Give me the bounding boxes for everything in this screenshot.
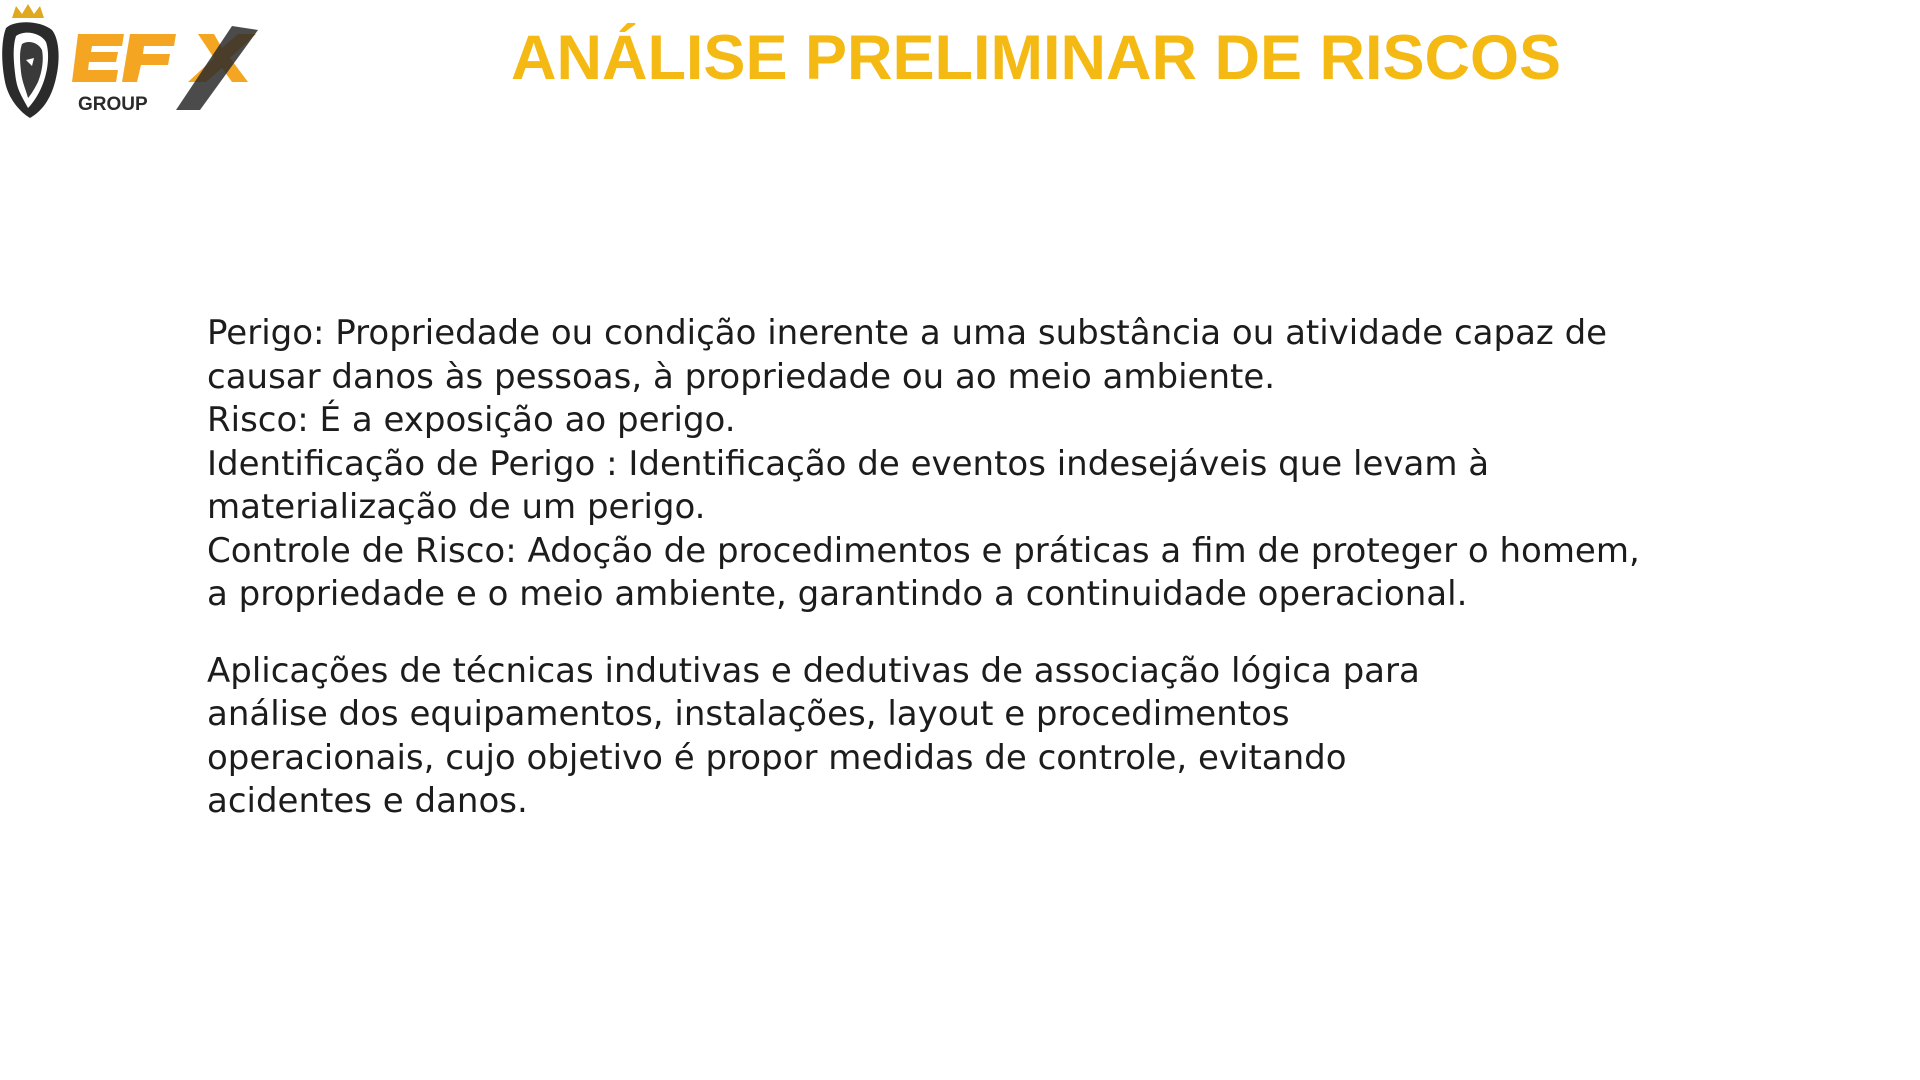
definition-controle-line-1: Controle de Risco: Adoção de procedimentos e práticas a fim de proteger o homem, xyxy=(207,530,1640,571)
definition-identificacao-line-2: materialização de um perigo. xyxy=(207,487,706,527)
applications-paragraph xyxy=(207,650,1507,824)
page-title: ANÁLISE PRELIMINAR DE RISCOS xyxy=(510,23,1562,93)
paragraph-line-1: Aplicações de técnicas indutivas e dedutivas de associação lógica para xyxy=(207,650,1420,691)
definition-perigo-line-1: Perigo: Propriedade ou condição inerente a uma substância ou atividade capaz de xyxy=(207,313,1608,353)
definition-controle-line-2: a propriedade e o meio ambiente, garantindo a continuidade operacional. xyxy=(207,574,1468,614)
definition-risco-line-1: Risco: É a exposição ao perigo. xyxy=(207,400,736,440)
definition-perigo-line-2: causar danos às pessoas, à propriedade ou ao meio ambiente. xyxy=(207,356,1276,397)
definition-identificacao-line-1: Identificação de Perigo : Identificação de eventos indesejáveis que levam à xyxy=(207,443,1490,484)
definitions-block xyxy=(207,312,1767,617)
lion-crown-icon xyxy=(0,0,260,125)
efx-group-logo xyxy=(0,0,260,125)
logo-sub-text: GROUP xyxy=(78,94,148,115)
paragraph-line-4: acidentes e danos. xyxy=(207,781,528,821)
paragraph-line-2: análise dos equipamentos, instalações, layout e procedimentos xyxy=(207,694,1290,734)
paragraph-line-3: operacionais, cujo objetivo é propor medidas de controle, evitando xyxy=(207,737,1347,778)
slide-body xyxy=(207,312,1767,824)
